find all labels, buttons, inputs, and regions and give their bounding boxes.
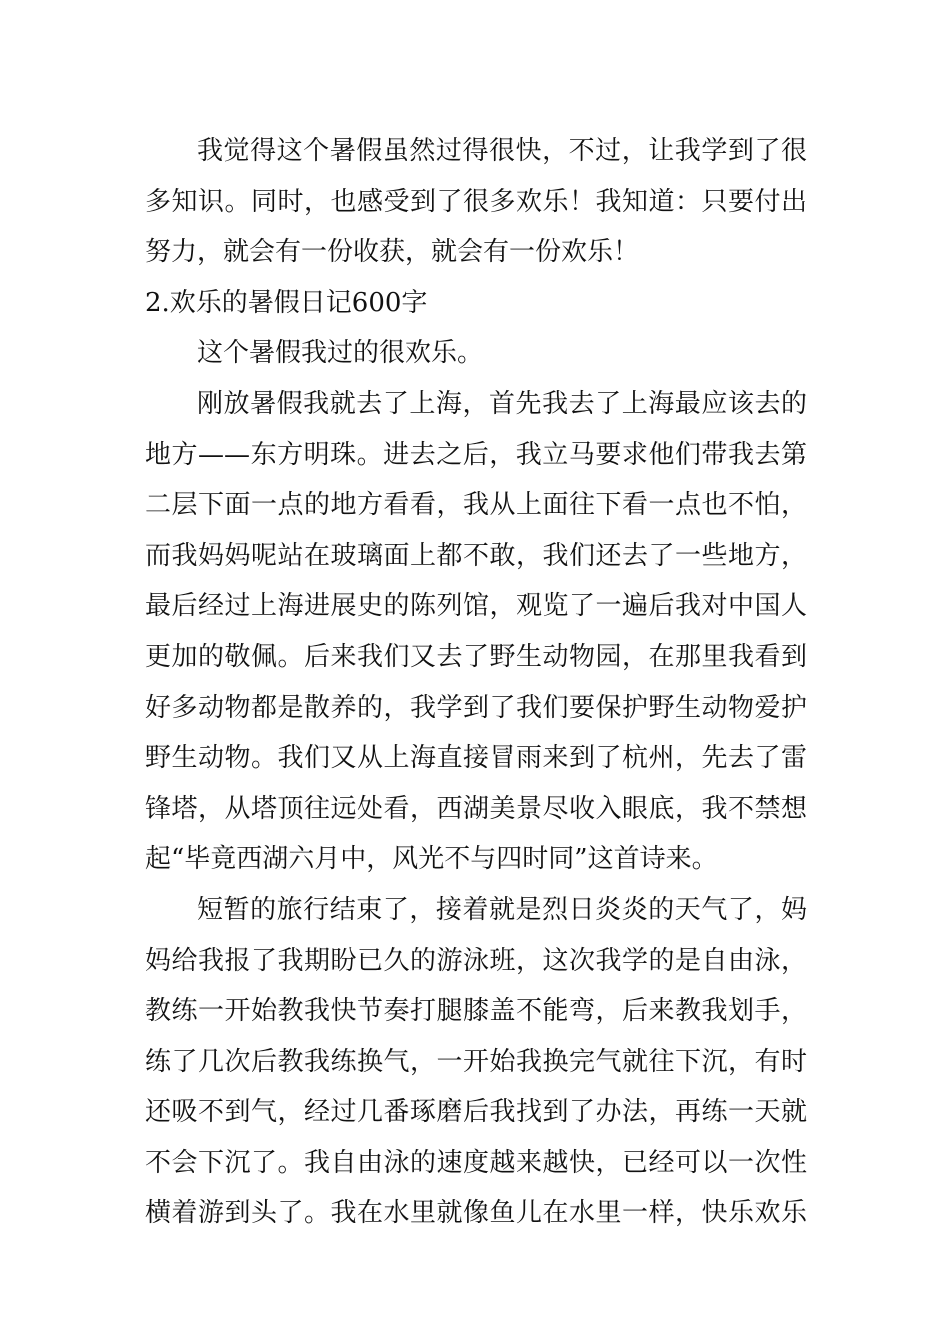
text-line: 还吸不到气，经过几番琢磨后我找到了办法，再练一天就: [145, 1097, 807, 1128]
text-line: 好多动物都是散养的，我学到了我们要保护野生动物爱护: [145, 692, 807, 723]
text-line: 刚放暑假我就去了上海，首先我去了上海最应该去的: [197, 388, 807, 419]
text-line: 练了几次后教我练换气，一开始我换完气就往下沉，有时: [145, 1046, 807, 1077]
text-line: 地方——东方明珠。进去之后，我立马要求他们带我去第: [145, 439, 807, 470]
text-line: 教练一开始教我快节奏打腿膝盖不能弯，后来教我划手，: [145, 996, 807, 1027]
text-line: 这个暑假我过的很欢乐。: [197, 338, 484, 369]
text-line: 妈给我报了我期盼已久的游泳班，这次我学的是自由泳，: [145, 945, 807, 976]
text-line: 不会下沉了。我自由泳的速度越来越快，已经可以一次性: [145, 1147, 807, 1178]
text-line: 而我妈妈呢站在玻璃面上都不敢，我们还去了一些地方，: [145, 540, 807, 571]
text-line: 多知识。同时，也感受到了很多欢乐！我知道：只要付出: [145, 186, 807, 217]
text-line: 二层下面一点的地方看看，我从上面往下看一点也不怕，: [145, 490, 807, 521]
text-line: 最后经过上海进展史的陈列馆，观览了一遍后我对中国人: [145, 591, 807, 622]
text-line: 努力，就会有一份收获，就会有一份欢乐！: [145, 237, 640, 268]
text-line: 锋塔，从塔顶往远处看，西湖美景尽收入眼底，我不禁想: [145, 793, 807, 824]
text-line: 我觉得这个暑假虽然过得很快，不过，让我学到了很: [197, 136, 807, 166]
text-line: 野生动物。我们又从上海直接冒雨来到了杭州，先去了雷: [145, 743, 807, 774]
text-line: 短暂的旅行结束了，接着就是烈日炎炎的天气了，妈: [197, 894, 807, 925]
section-heading: 2.欢乐的暑假日记600字: [145, 287, 428, 318]
text-line: 更加的敬佩。后来我们又去了野生动物园，在那里我看到: [145, 641, 807, 672]
text-line: 横着游到头了。我在水里就像鱼儿在水里一样，快乐欢乐: [145, 1198, 807, 1229]
text-line: 起“毕竟西湖六月中，风光不与四时同”这首诗来。: [145, 844, 718, 875]
article-body: [145, 126, 807, 1239]
